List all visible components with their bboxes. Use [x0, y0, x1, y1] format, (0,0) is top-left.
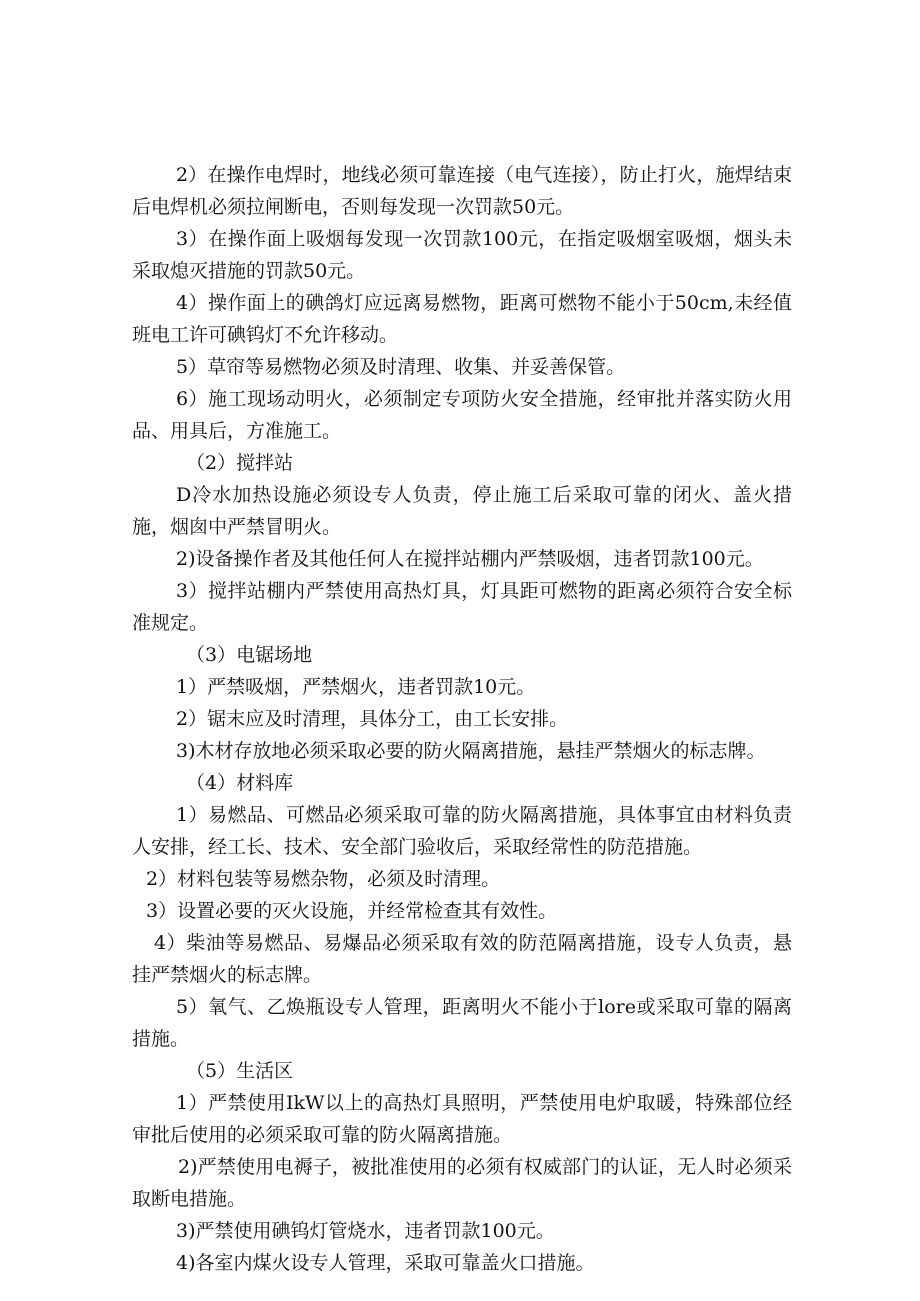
paragraph-station-smoking: 2)设备操作者及其他任何人在搅拌站棚内严禁吸烟，违者罚款100元。 [176, 548, 764, 570]
paragraph-gas-cylinders: 5）氧气、乙焕瓶设专人管理，距离明火不能小于lore或采取可靠的隔离措施。 [132, 996, 792, 1050]
heading-saw-site: （3）电锯场地 [186, 644, 313, 666]
paragraph-smoking-fine: 3）在操作面上吸烟每发现一次罚款100元，在指定吸烟室吸烟，烟头未采取熄灭措施的罚款50元。 [132, 228, 792, 282]
paragraph-extinguishers: 3）设置必要的灭火设施，并经常检查其有效性。 [146, 900, 558, 922]
heading-living-area: （5）生活区 [186, 1060, 294, 1082]
paragraph-straw-curtain: 5）草帘等易燃物必须及时清理、收集、并妥善保管。 [176, 356, 626, 378]
paragraph-sawdust: 2）锯末应及时清理，具体分工，由工长安排。 [176, 708, 569, 730]
paragraph-flammables: 1）易燃品、可燃品必须采取可靠的防火隔离措施，具体事宜由材料负责人安排，经工长、技术、安全部门验收后，采取经常性的防范措施。 [132, 804, 792, 858]
heading-mixing-station: （2）搅拌站 [186, 452, 294, 474]
paragraph-diesel: 4）柴油等易燃品、易爆品必须采取有效的防范隔离措施，设专人负责，悬挂严禁烟火的标志牌。 [132, 932, 792, 986]
paragraph-packaging: 2）材料包装等易燃杂物，必须及时清理。 [146, 868, 501, 890]
paragraph-iodine-lamp: 4）操作面上的碘鸽灯应远离易燃物，距离可燃物不能小于50cm,未经值班电工许可碘钨灯不允许移动。 [132, 292, 792, 346]
document-body [132, 159, 792, 1279]
paragraph-boiling-water: 3)严禁使用碘钨灯管烧水，违者罚款100元。 [176, 1220, 555, 1242]
paragraph-welding: 2）在操作电焊时，地线必须可靠连接（电气连接），防止打火，施焊结束后电焊机必须拉闸断电，否则每发现一次罚款50元。 [132, 164, 792, 218]
paragraph-timber-storage: 3)木材存放地必须采取必要的防火隔离措施，悬挂严禁烟火的标志牌。 [176, 740, 766, 762]
paragraph-saw-smoking: 1）严禁吸烟，严禁烟火，违者罚款10元。 [176, 676, 536, 698]
paragraph-lighting: 1）严禁使用IkW以上的高热灯具照明，严禁使用电炉取暖，特殊部位经审批后使用的必须采取可靠的防火隔离措施。 [132, 1092, 792, 1146]
paragraph-open-flame: 6）施工现场动明火，必须制定专项防火安全措施，经审批并落实防火用品、用具后，方准施工。 [132, 388, 792, 442]
paragraph-coal-fire: 4)各室内煤火设专人管理，采取可靠盖火口措施。 [176, 1252, 595, 1274]
paragraph-electric-blanket: 2)严禁使用电褥子，被批准使用的必须有权威部门的认证，无人时必须采取断电措施。 [132, 1156, 792, 1210]
heading-material-warehouse: （4）材料库 [186, 772, 294, 794]
paragraph-station-lamps: 3）搅拌站棚内严禁使用高热灯具，灯具距可燃物的距离必须符合安全标准规定。 [132, 580, 792, 634]
paragraph-water-heating: D冷水加热设施必须设专人负责，停止施工后采取可靠的闭火、盖火措施，烟囱中严禁冒明火。 [132, 484, 792, 538]
